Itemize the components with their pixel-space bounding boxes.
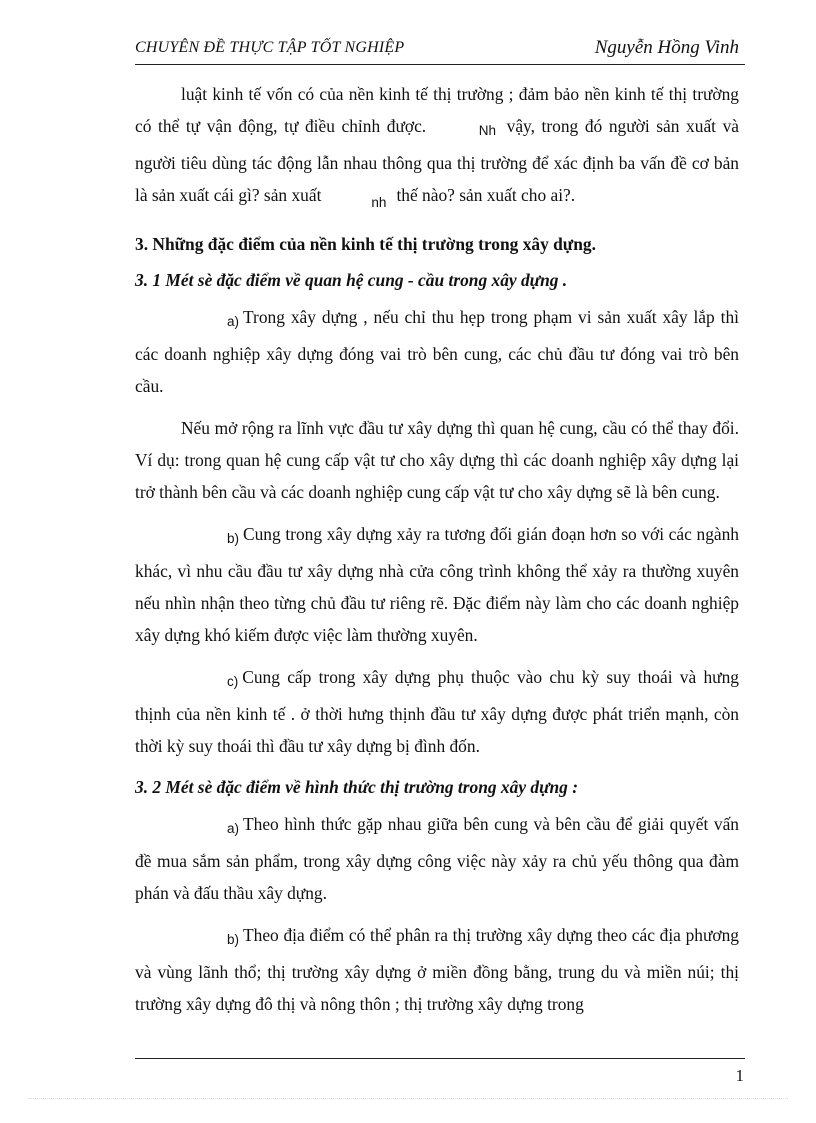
list-label-a-2: a) (227, 821, 240, 836)
document-body (135, 78, 739, 1030)
list-label-a: a) (227, 314, 240, 329)
paragraph-3: Nếu mở rộng ra lĩnh vực đầu tư xây dựng thì quan hệ cung, cầu có thể thay đổi. Ví dụ: trong quan hệ cung cấp vật tư cho xây dựng thì các doanh nghiệp xây dựng lại trở thành bên cầu và các doanh nghiệp cung cấp vật tư cho xây dựng sẽ là bên cung. (135, 418, 739, 502)
section-heading-3: 3. Những đặc điểm của nền kinh tế thị trường trong xây dựng. (135, 234, 596, 254)
page-number: 1 (735, 1066, 744, 1085)
list-label-b: b) (227, 531, 240, 546)
header-author: Nguyễn Hồng Vinh (594, 37, 739, 58)
page-bottom-dotted-line (28, 1098, 788, 1099)
subsection-heading-3-2: 3. 2 Mét sè đặc điểm về hình thức thị trường trong xây dựng : (135, 777, 579, 797)
paragraph-1 (135, 78, 739, 219)
paragraph-4-text: Cung trong xây dựng xảy ra tương đối gián đoạn hơn so với các ngành khác, vì nhu cầu đầu tư xây dựng nhà cửa công trình không thể xảy ra thường xuyên nếu nhìn nhận theo từng chủ đầu tư riêng rẽ. Đặc điểm này làm cho các doanh nghiệp xây dựng khó kiếm được việc làm thường xuyên. (135, 524, 739, 645)
page-header (135, 36, 745, 65)
header-title: CHUYÊN ĐỀ THỰC TẬP TỐT NGHIỆP (135, 39, 405, 56)
list-label-c: c) (227, 674, 239, 689)
paragraph-6 (135, 808, 739, 909)
paragraph-1-marker-a: Nh (478, 123, 497, 138)
paragraph-1-marker-b: nh (371, 195, 387, 210)
list-label-b-2: b) (227, 932, 240, 947)
paragraph-5-text: Cung cấp trong xây dựng phụ thuộc vào chu kỳ suy thoái và hưng thịnh của nền kinh tế . ở thời hưng thịnh đầu tư xây dựng được phát triển mạnh, còn thời kỳ suy thoái thì đầu tư xây dựng bị đình đốn. (135, 667, 739, 756)
subsection-heading-3-1: 3. 1 Mét sè đặc điểm về quan hệ cung - cầu trong xây dựng . (135, 270, 568, 290)
paragraph-4 (135, 518, 739, 651)
paragraph-2 (135, 301, 739, 402)
paragraph-1-text-b: vậy, trong đó người sản xuất và người tiêu dùng tác động lẫn nhau thông qua thị trường để xác định ba vấn đề cơ bản là sản xuất cái gì? sản xuất (135, 116, 740, 205)
footer-divider (135, 1058, 745, 1059)
paragraph-2-text: Trong xây dựng , nếu chỉ thu hẹp trong phạm vi sản xuất xây lắp thì các doanh nghiệp xây dựng đóng vai trò bên cung, các chủ đầu tư đóng vai trò bên cầu. (135, 307, 739, 396)
paragraph-7 (135, 919, 739, 1020)
paragraph-1-text-a: luật kinh tế vốn có của nền kinh tế thị trường ; đảm bảo nền kinh tế thị trường có thể tự vận động, tự điều chỉnh được. (135, 84, 739, 136)
paragraph-1-text-c: thế nào? sản xuất cho ai?. (396, 185, 576, 205)
paragraph-5 (135, 661, 739, 762)
paragraph-7-text: Theo địa điểm có thể phân ra thị trường xây dựng theo các địa phương và vùng lãnh thổ; thị trường xây dựng ở miền đồng bằng, trung du và miền núi; thị trường xây dựng đô thị và nông thôn ; thị trường xây dựng trong (135, 925, 739, 1014)
paragraph-6-text: Theo hình thức gặp nhau giữa bên cung và bên cầu để giải quyết vấn đề mua sắm sản phẩm, trong xây dựng công việc này xảy ra chủ yếu thông qua đàm phán và đấu thầu xây dựng. (135, 814, 739, 903)
